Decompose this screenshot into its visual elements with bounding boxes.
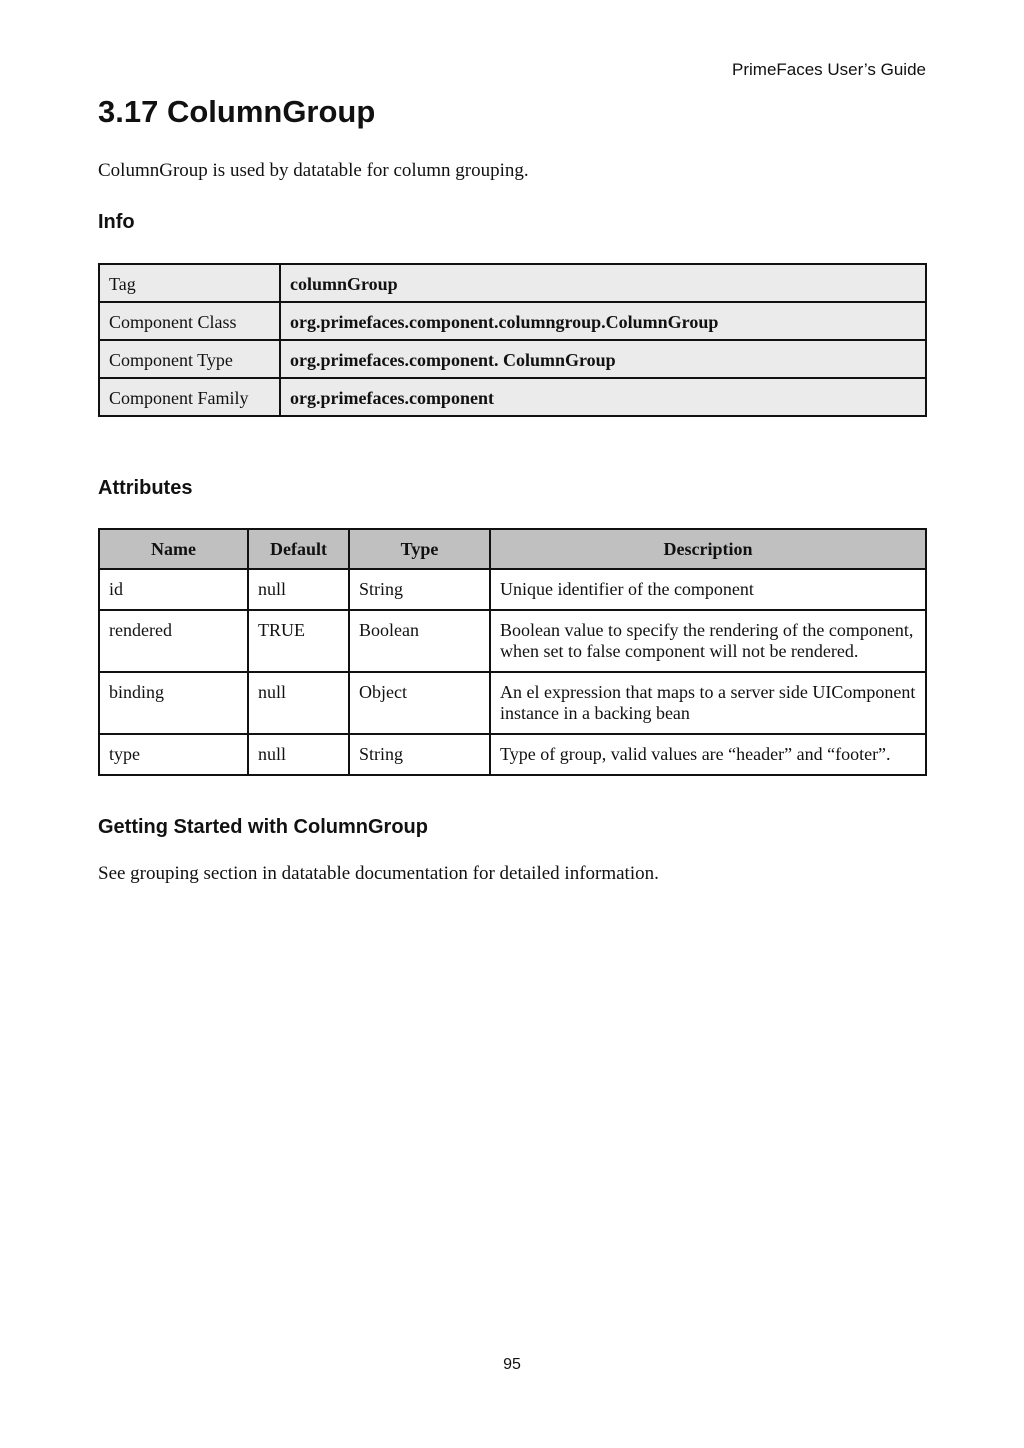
attr-description: Unique identifier of the component — [490, 569, 926, 610]
section-title: 3.17 ColumnGroup — [98, 94, 376, 129]
info-value: org.primefaces.component. ColumnGroup — [280, 340, 926, 378]
attr-type: Boolean — [349, 610, 490, 672]
section-intro: ColumnGroup is used by datatable for column grouping. — [98, 160, 529, 181]
attr-default: null — [248, 734, 349, 775]
info-value: org.primefaces.component — [280, 378, 926, 416]
info-value: columnGroup — [280, 264, 926, 302]
getting-started-text: See grouping section in datatable documentation for detailed information. — [98, 863, 659, 884]
info-table — [98, 263, 927, 417]
attributes-heading: Attributes — [98, 477, 193, 499]
info-key: Component Family — [99, 378, 280, 416]
table-row — [99, 340, 926, 378]
table-row — [99, 264, 926, 302]
column-header-name: Name — [99, 529, 248, 569]
page-number: 95 — [503, 1356, 521, 1373]
getting-started-heading: Getting Started with ColumnGroup — [98, 816, 428, 838]
info-key: Tag — [99, 264, 280, 302]
table-row — [99, 569, 926, 610]
attr-description: Type of group, valid values are “header” and “footer”. — [490, 734, 926, 775]
info-key: Component Class — [99, 302, 280, 340]
attr-name: type — [99, 734, 248, 775]
attr-default: null — [248, 569, 349, 610]
attr-name: binding — [99, 672, 248, 734]
attr-default: null — [248, 672, 349, 734]
table-row — [99, 672, 926, 734]
column-header-description: Description — [490, 529, 926, 569]
column-header-default: Default — [248, 529, 349, 569]
running-header: PrimeFaces User’s Guide — [732, 60, 926, 79]
attr-description: An el expression that maps to a server side UIComponent instance in a backing bean — [490, 672, 926, 734]
table-row — [99, 610, 926, 672]
attr-type: String — [349, 569, 490, 610]
info-heading: Info — [98, 211, 135, 233]
table-row — [99, 734, 926, 775]
table-row — [99, 302, 926, 340]
column-header-type: Type — [349, 529, 490, 569]
attr-type: String — [349, 734, 490, 775]
attr-name: rendered — [99, 610, 248, 672]
info-value: org.primefaces.component.columngroup.ColumnGroup — [280, 302, 926, 340]
attr-description: Boolean value to specify the rendering of the component, when set to false component will not be rendered. — [490, 610, 926, 672]
table-row — [99, 378, 926, 416]
attr-default: TRUE — [248, 610, 349, 672]
attr-name: id — [99, 569, 248, 610]
attributes-table — [98, 528, 927, 776]
table-header-row — [99, 529, 926, 569]
attr-type: Object — [349, 672, 490, 734]
info-key: Component Type — [99, 340, 280, 378]
